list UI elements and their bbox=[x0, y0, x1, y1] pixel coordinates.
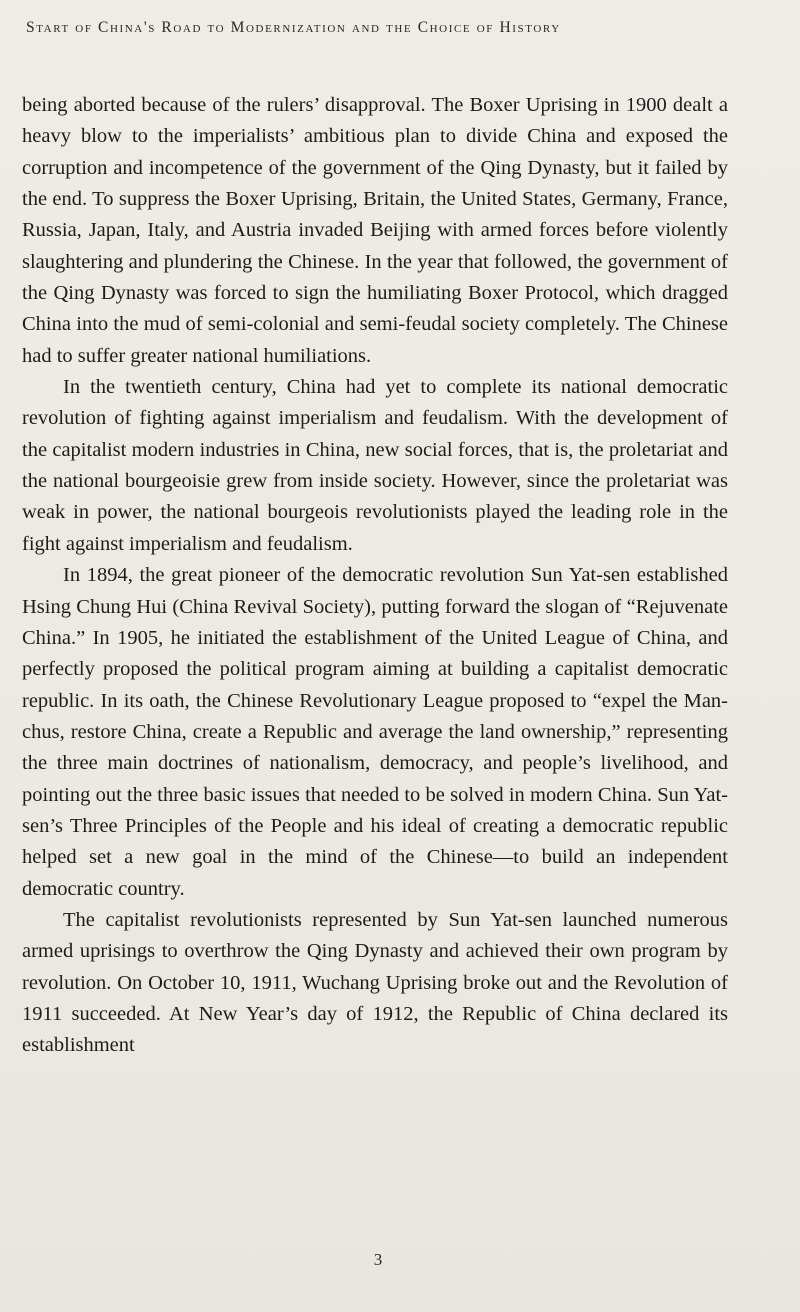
paragraph-revolution-1911: The capitalist revolutionists represented by Sun Yat-sen launched numerous armed uprisings to overthrow the Qing Dynasty and achieved their own program by revolution. On October 10, 1911, Wuchang Uprising broke out and the Revolution of 1911 succeeded. At New Year’s day of 1912, the Republic of China declared its establishment bbox=[22, 908, 728, 1057]
paragraph-twentieth-century: In the twentieth century, China had yet to complete its national democratic revolution of fighting against imperialism and feudalism. With the development of the capitalist modern industries in China, new social forces, that is, the proletariat and the national bourgeoisie grew from inside society. However, since the proletariat was weak in power, the national bourgeois revolutionists played the leading role in the fight against imperialism and feudalism. bbox=[22, 376, 728, 555]
running-head: Start of China's Road to Modernization and the Choice of History bbox=[26, 19, 561, 36]
paragraph-sun-yat-sen: In 1894, the great pioneer of the democratic revolution Sun Yat-sen established Hsing Chung Hui (China Revival Society), putting forward the slogan of “Rejuvenate China.” In 1905, he initiated the establishment of the United League of China, and perfectly proposed the political program aiming at building a capitalist democratic republic. In its oath, the Chinese Revolutionary League proposed to “expel the Manchus, restore China, create a Republic and average the land ownership,” representing the three main doctrines of nationalism, democracy, and people’s livelihood, and pointing out the three basic issues that needed to be solved in modern China. Sun Yat-sen’s Three Principles of the People and his ideal of creating a democratic republic helped set a new goal in the mind of the Chinese—to build an independent democratic country. bbox=[22, 564, 728, 900]
body-text bbox=[22, 90, 728, 1062]
page-number: 3 bbox=[373, 1250, 383, 1269]
paragraph-boxer-uprising: being aborted because of the rulers’ disapproval. The Boxer Uprising in 1900 dealt a heavy blow to the imperialists’ ambitious plan to divide China and exposed the corruption and incompetence of the government of the Qing Dynasty, but it failed by the end. To suppress the Boxer Uprising, Britain, the United States, Germany, France, Russia, Japan, Italy, and Austria invaded Beijing with armed forces before violently slaughtering and plundering the Chinese. In the year that followed, the government of the Qing Dynasty was forced to sign the humiliating Boxer Protocol, which dragged China into the mud of semi-colonial and semi-feudal society completely. The Chinese had to suffer greater national humiliations. bbox=[22, 94, 728, 367]
